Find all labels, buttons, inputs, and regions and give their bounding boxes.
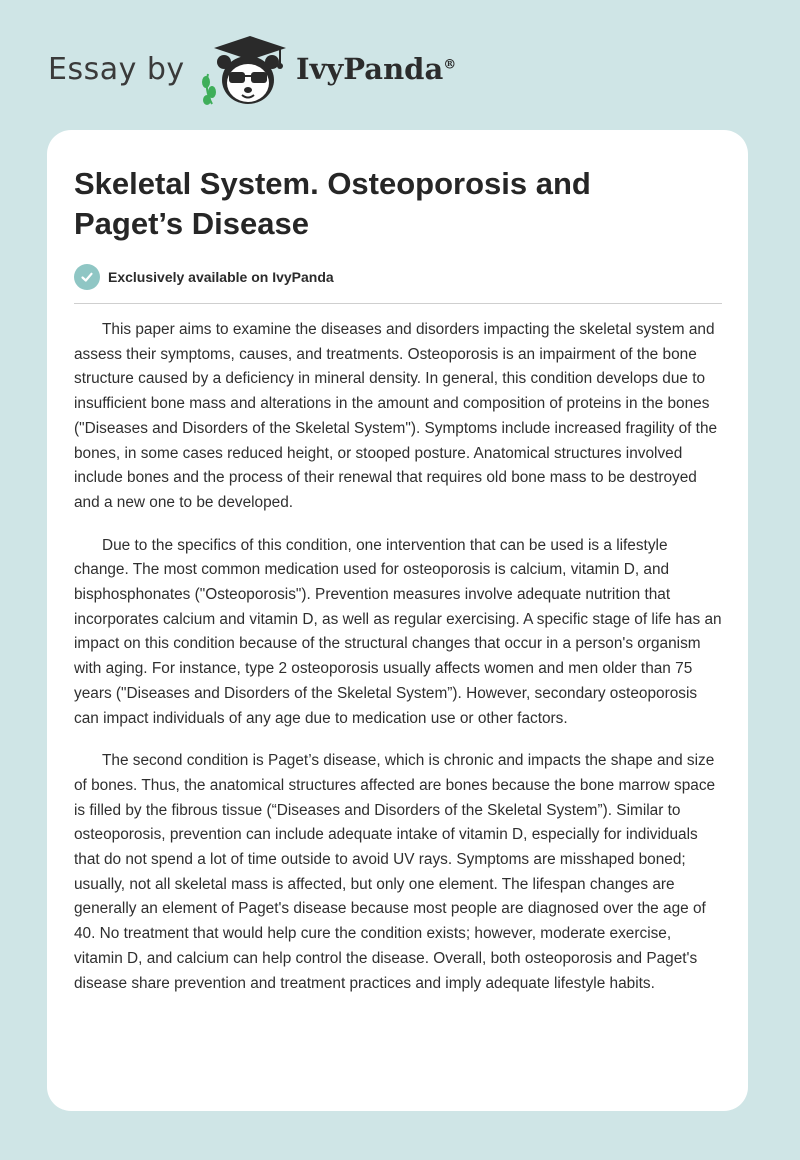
exclusive-badge [74, 264, 334, 290]
page-title: Skeletal System. Osteoporosis and Paget’s Disease [74, 166, 591, 241]
registered-mark: ® [443, 57, 457, 73]
brand-label: IvyPanda [296, 52, 444, 86]
essay-card [47, 130, 748, 1111]
brand-name[interactable] [296, 52, 456, 86]
exclusive-label: Exclusively available on IvyPanda [108, 269, 334, 285]
paragraph: This paper aims to examine the diseases and disorders impacting the skeletal system and assess their symptoms, causes, and treatments. Osteoporosis is an impairment of the bone structure caused by a deficiency in mineral density. In general, this condition develops due to insufficient bone mass and alterations in the amount and composition of proteins in the bones ("Diseases and Disorders of the Skeletal System"). Symptoms include increased fragility of the bones, in some cases reduced height, or stooped posture. Anatomical structures involved include bones and the process of their renewal that requires old bone mass to be destroyed and a new one to be developed. [74, 321, 718, 511]
paragraph: The second condition is Paget’s disease, which is chronic and impacts the shape and size of bones. Thus, the anatomical structures affected are bones because the bone marrow space is filled by the fibrous tissue (“Diseases and Disorders of the Skeletal System”). Similar to osteoporosis, prevention can include adequate intake of vitamin D, especially for individuals that do not spend a lot of time outside to avoid UV rays. Symptoms are misshaped boned; usually, not all skeletal mass is affected, but only one element. The lifespan changes are generally an element of Paget's disease because most people are diagnosed over the age of 40. No treatment that would help cure the condition exists; however, moderate exercise, vitamin D, and calcium can help control the disease. Overall, both osteoporosis and Paget's disease share prevention and treatment practices and imply adequate lifestyle habits. [74, 752, 716, 992]
site-header [48, 30, 748, 110]
essay-body [74, 318, 724, 1014]
paragraph: Due to the specifics of this condition, one intervention that can be used is a lifestyle change. The most common medication used for osteoporosis is calcium, vitamin D, and bisphosphonates ("Osteoporosis"). Prevention measures involve adequate nutrition that incorporates calcium and vitamin D, as well as regular exercising. A specific stage of life has an impact on this condition because of the structural changes that occur in a person's organism with aging. For instance, type 2 osteoporosis usually affects women and men older than 75 years ("Diseases and Disorders of the Skeletal System”). However, secondary osteoporosis can impact individuals of any age due to medication use or other factors. [74, 536, 722, 727]
check-circle-icon [74, 264, 100, 290]
divider [74, 303, 722, 304]
essay-by-label: Essay by [48, 52, 185, 87]
panda-graduate-logo-icon[interactable] [200, 34, 292, 110]
